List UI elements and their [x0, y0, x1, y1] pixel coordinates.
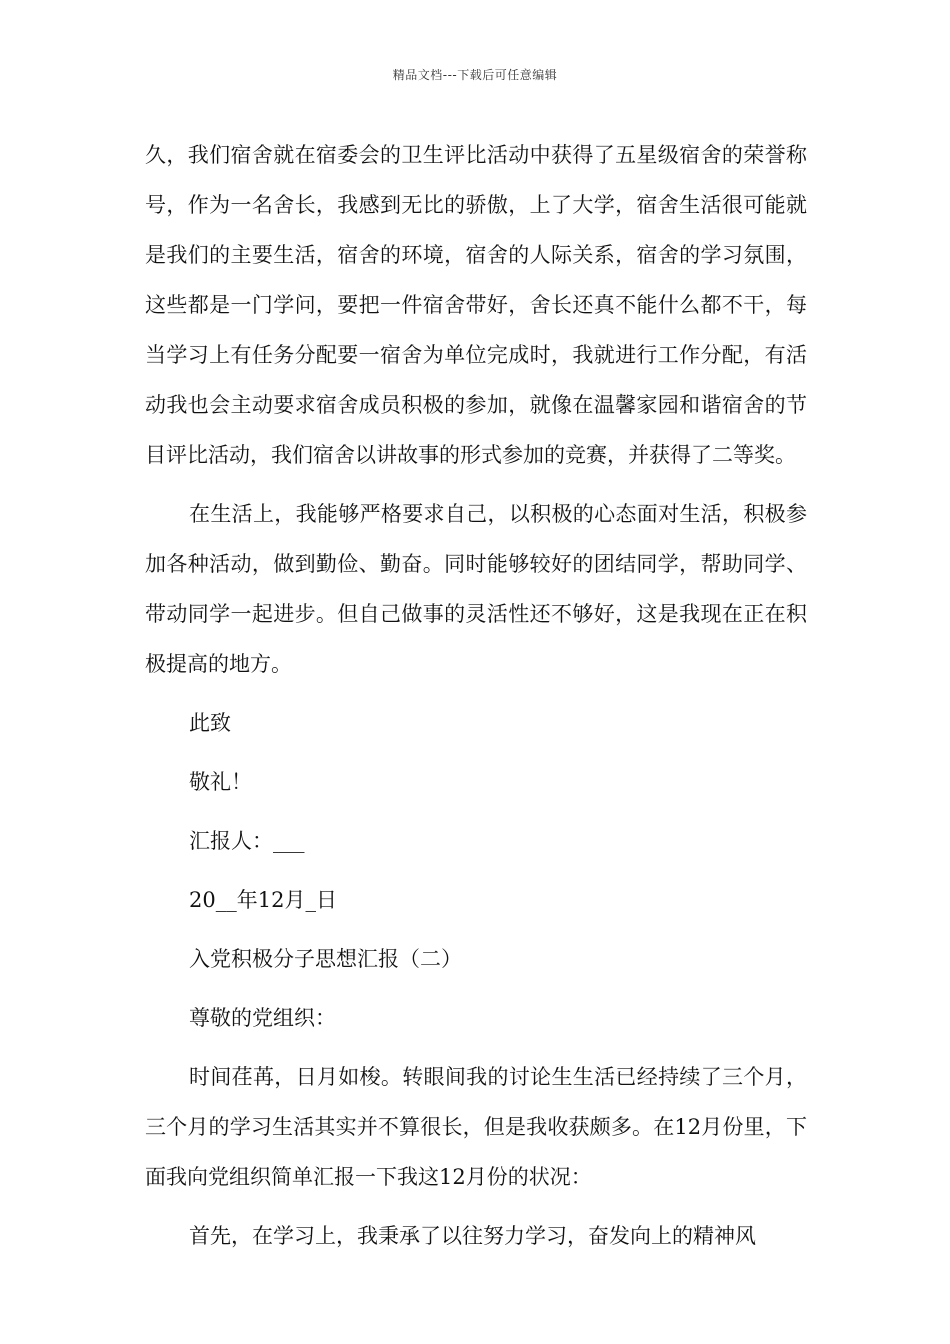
- paragraph-dormitory: 久，我们宿舍就在宿委会的卫生评比活动中获得了五星级宿舍的荣誉称号，作为一名舍长，我感到无比的骄傲，上了大学，宿舍生活很可能就是我们的主要生活，宿舍的环境，宿舍的人际关系，宿舍的学习氛围，这些都是一门学问，要把一件宿舍带好，舍长还真不能什么都不干，每当学习上有任务分配要一宿舍为单位完成时，我就进行工作分配，有活动我也会主动要求宿舍成员积极的参加，就像在温馨家园和谐宿舍的节目评比活动，我们宿舍以讲故事的形式参加的竞赛，并获得了二等奖。: [145, 143, 807, 467]
- reporter-line: 汇报人：___: [189, 829, 305, 853]
- paragraph-life: 在生活上，我能够严格要求自己，以积极的心态面对生活，积极参加各种活动，做到勤俭、勤奋。同时能够较好的团结同学，帮助同学、带动同学一起进步。但自己做事的灵活性还不够好，这是我现在正在积极提高的地方。: [145, 502, 807, 676]
- document-body: [145, 130, 807, 1261]
- paragraph-intro: 时间荏苒，日月如梭。转眼间我的讨论生生活已经持续了三个月，三个月的学习生活其实并不算很长，但是我收获颇多。在12月份里，下面我向党组织简单汇报一下我这12月份的状况：: [145, 1065, 807, 1189]
- closing-salutation: 此致: [189, 711, 231, 735]
- date-line: 20__年12月_日: [189, 888, 337, 912]
- page-header: 精品文档---下载后可任意编辑: [392, 68, 558, 82]
- paragraph-study: 首先，在学习上，我秉承了以往努力学习，奋发向上的精神风: [189, 1224, 756, 1248]
- greeting-line: 尊敬的党组织：: [189, 1006, 336, 1030]
- section-title: 入党积极分子思想汇报（二）: [189, 947, 462, 971]
- closing-regards: 敬礼！: [189, 770, 252, 794]
